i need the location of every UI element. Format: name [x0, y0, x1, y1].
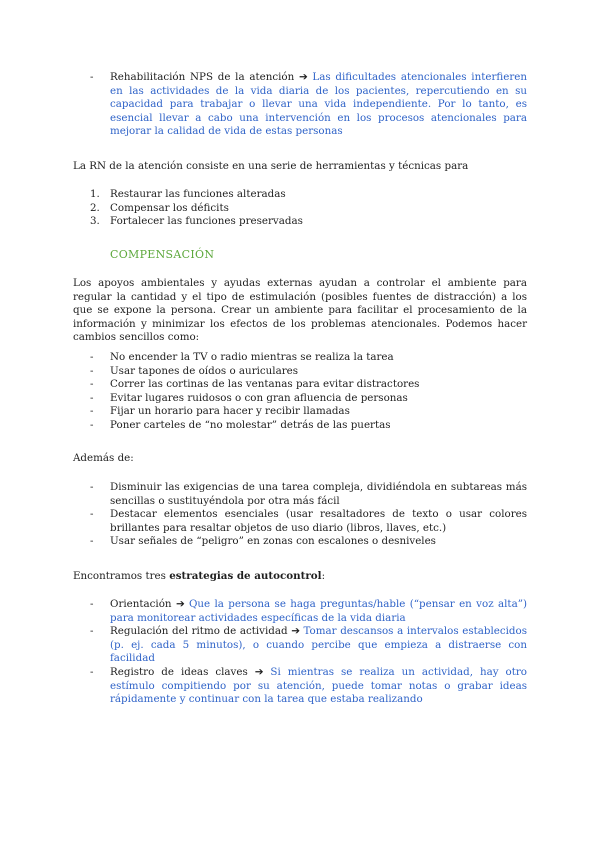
list-item: - Destacar elementos esenciales (usar resaltadores de texto o usar colores brillantes para resaltar objetos de uso diario (libros, llaves, etc.) [73, 508, 527, 535]
item-label: Rehabilitación NPS de la atención [110, 71, 295, 83]
list-item: - Correr las cortinas de las ventanas para evitar distractores [73, 378, 527, 392]
list-item: - Poner carteles de “no molestar” detrás de las puertas [73, 419, 527, 433]
item-detail: Si mientras se realiza un actividad, hay otro estímulo compitiendo por su atención, puede tomar notas o grabar ideas rápidamente y continuar con la tarea que estaba realizando [110, 665, 527, 706]
list-item [73, 188, 527, 202]
list-item [73, 71, 527, 139]
list-item: - Usar tapones de oídos o auriculares [73, 365, 527, 379]
list-item: - No encender la TV o radio mientras se realiza la tarea [73, 351, 527, 365]
strategies-intro [73, 570, 527, 584]
item-label: Registro de ideas claves [110, 665, 248, 678]
item-detail: Las dificultades atencionales interfieren en las actividades de la vida diaria de los pacientes, repercutiendo en su capacidad para trabajar o llevar una vida independiente. Por lo tanto, es esencial llevar a cabo una intervención en los procesos atencionales para mejorar la calidad de vida de estas personas [110, 71, 527, 138]
arrow-icon: ➔ [254, 665, 264, 678]
rehab-list [73, 71, 527, 139]
arrow-icon: ➔ [299, 71, 308, 83]
list-item [73, 202, 527, 216]
list-item [73, 666, 527, 707]
list-number: 3. [90, 215, 100, 228]
list-item [73, 625, 527, 666]
list-item: - Disminuir las exigencias de una tarea compleja, dividiéndola en subtareas más sencillas o sustituyéndola por otra más fácil [73, 481, 527, 508]
item-label: Regulación del ritmo de actividad [110, 625, 288, 638]
list-item: - Usar señales de “peligro” en zonas con escalones o desniveles [73, 535, 527, 549]
list-item: - Fijar un horario para hacer y recibir llamadas [73, 405, 527, 419]
list-text: Fortalecer las funciones preservadas [110, 215, 303, 228]
list-number: 2. [90, 201, 100, 214]
intro-colon: : [321, 570, 326, 582]
list-item: - Evitar lugares ruidosos o con gran afluencia de personas [73, 392, 527, 406]
item-label: Orientación [110, 598, 172, 610]
intro-text: Encontramos tres [73, 570, 170, 582]
section-heading: COMPENSACIÓN [110, 248, 215, 261]
list-text: Compensar los déficits [110, 201, 229, 214]
arrow-icon: ➔ [291, 625, 300, 638]
intro-bold: estrategias de autocontrol [169, 570, 322, 582]
rn-intro: La RN de la atención consiste en una serie de herramientas y técnicas para [73, 160, 469, 172]
ademas-list [73, 481, 527, 549]
item-detail: Tomar descansos a intervalos establecidos (p. ej. cada 5 minutos), o cuando percibe que empieza a distraerse con facilidad [110, 625, 528, 665]
item-detail: Que la persona se haga preguntas/hable (“pensar en voz alta”) para monitorear actividades específicas de la vida diaria [110, 598, 527, 624]
list-item [73, 598, 527, 625]
ademas-label: Además de: [73, 452, 134, 464]
list-item [73, 215, 527, 229]
compensacion-paragraph: Los apoyos ambientales y ayudas externas ayudan a controlar el ambiente para regular la cantidad y el tipo de estimulación (posibles fuentes de distracción) a los que se expone la persona. Crear un ambiente para facilitar el procesamiento de la información y minimizar los efectos de los problemas atencionales. Podemos hacer cambios sencillos como: [73, 277, 527, 344]
strategies-list [73, 598, 527, 707]
rn-goals-list [73, 188, 527, 229]
list-number: 1. [90, 188, 100, 200]
arrow-icon: ➔ [175, 598, 185, 610]
list-text: Restaurar las funciones alteradas [110, 188, 286, 200]
changes-list [73, 351, 527, 433]
